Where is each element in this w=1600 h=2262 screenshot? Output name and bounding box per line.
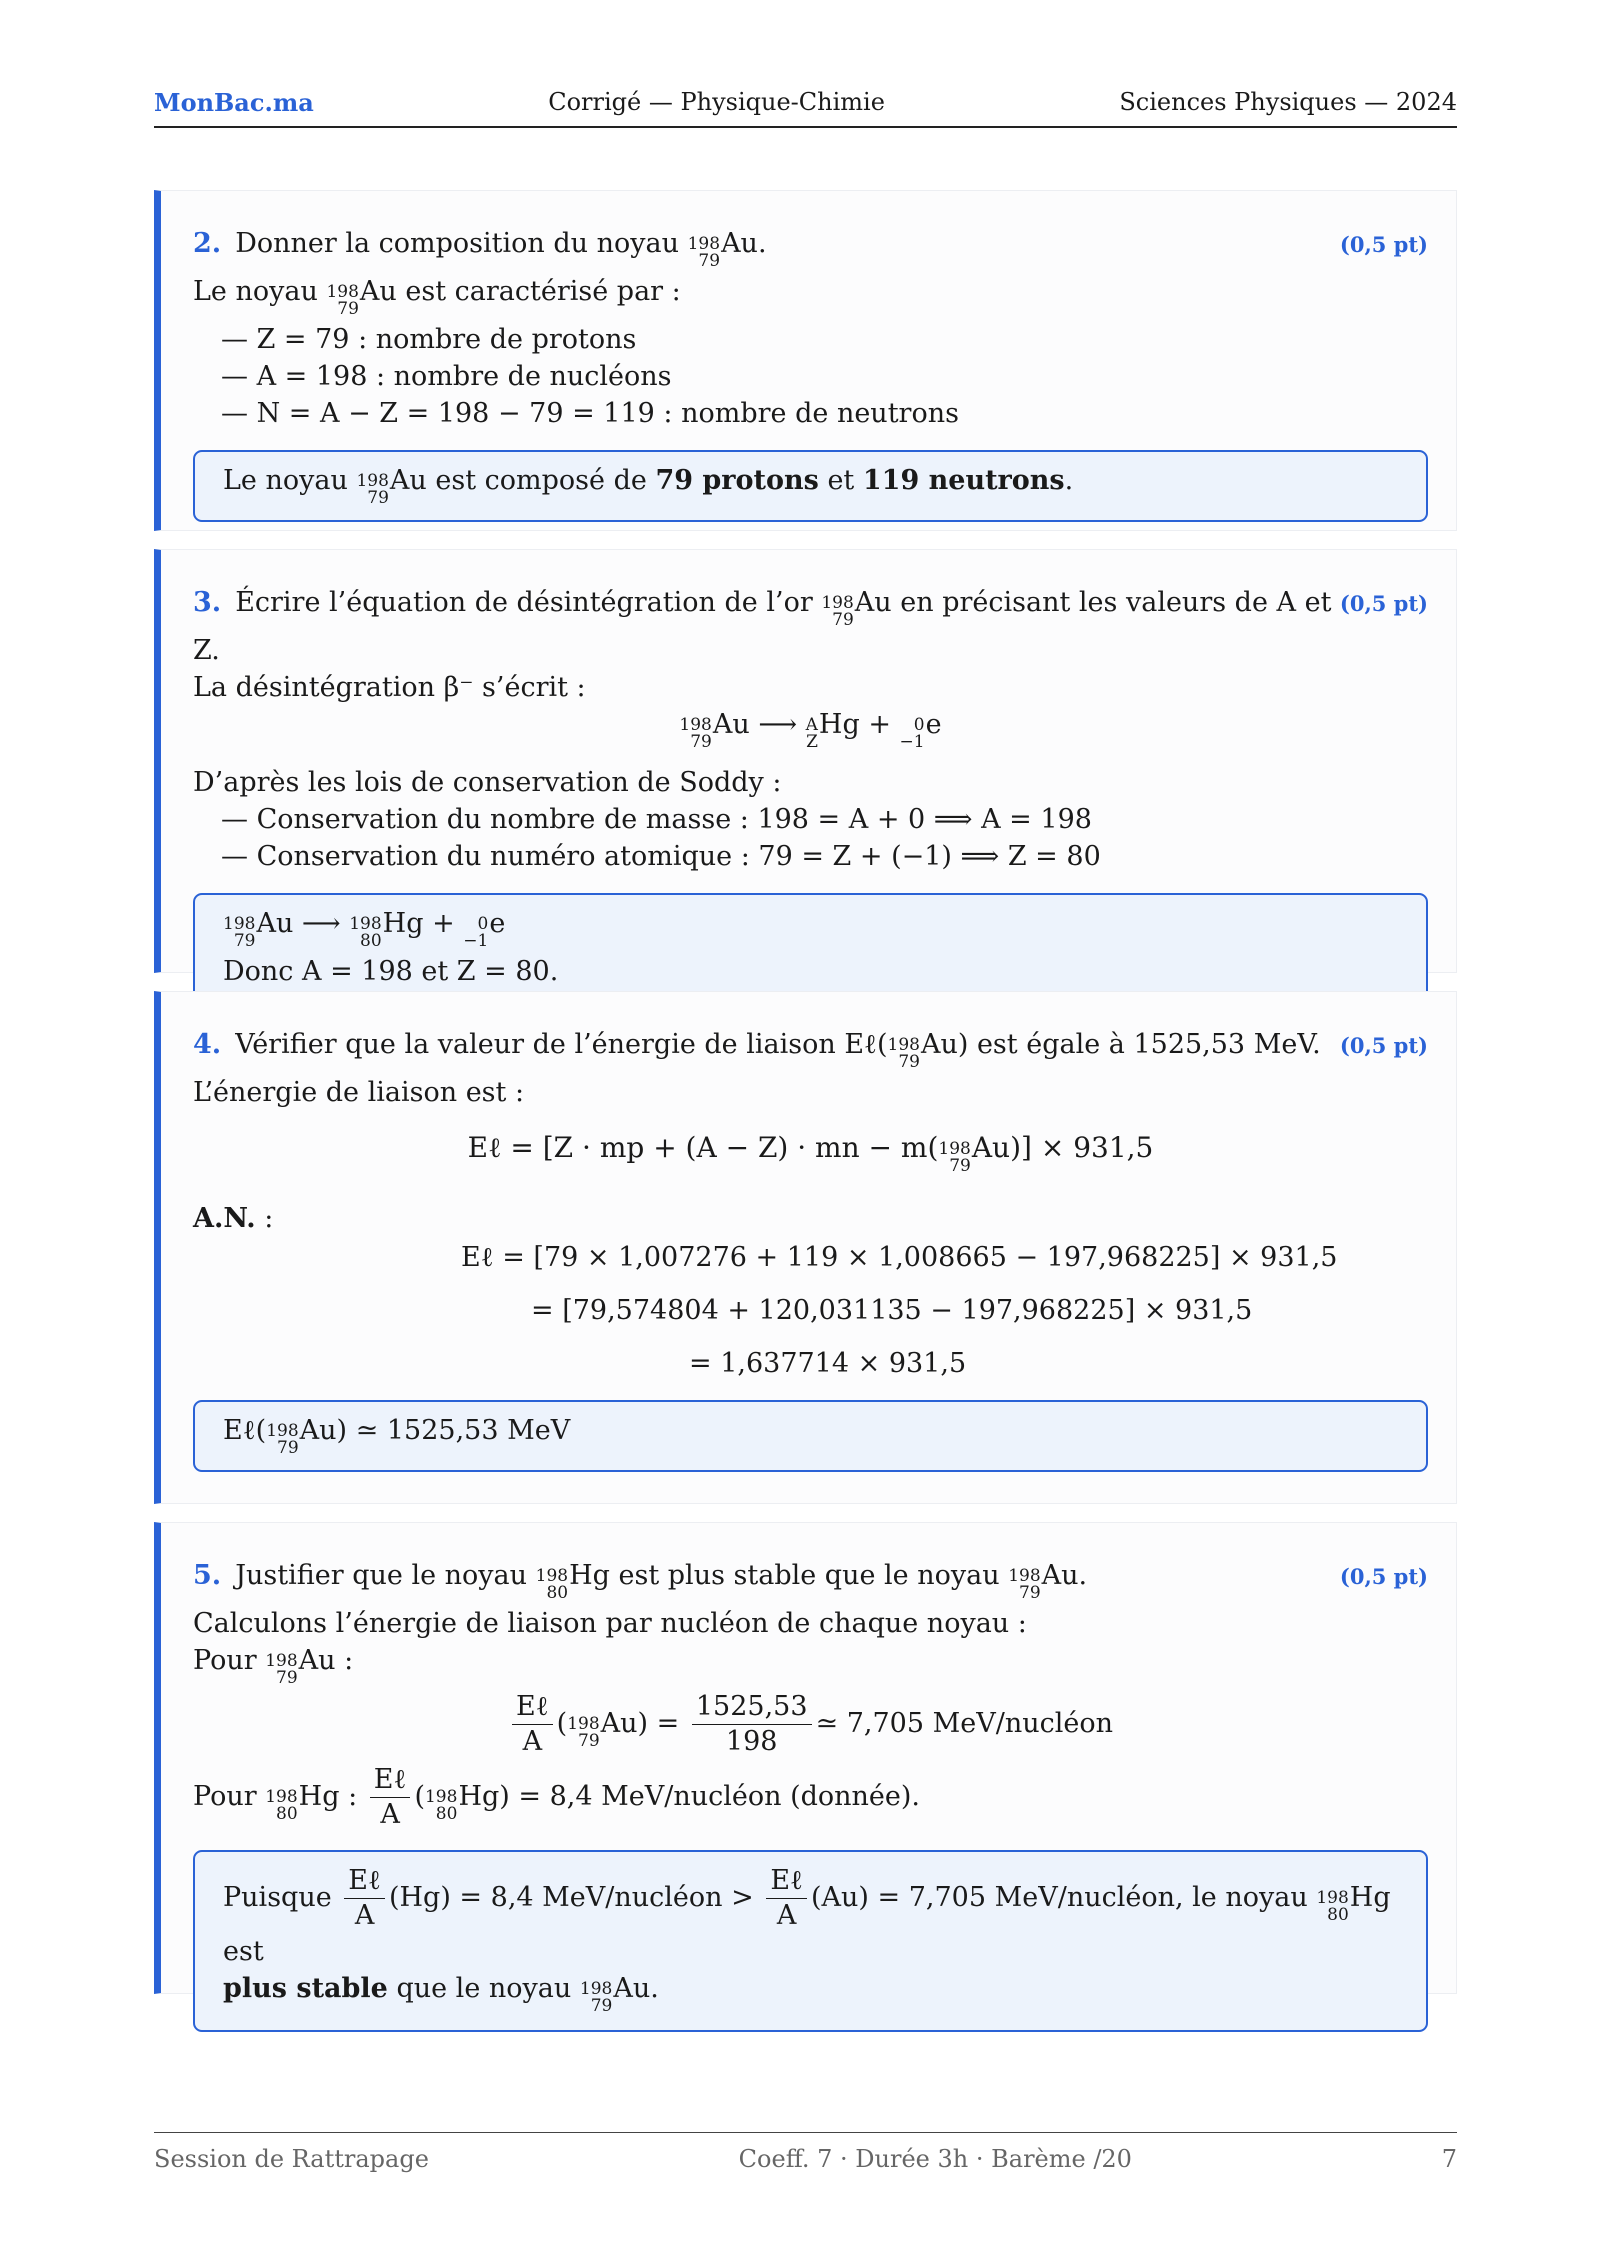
question-text: Donner la composition du noyau [235,228,680,259]
question-2-card [154,190,1457,531]
points-badge: (0,5 pt) [1339,591,1428,616]
question-5-line: 5. Justifier que le noyau 198 80 Hg est plus stable que le noyau 198 79 Au. (0,5 pt) [193,1560,1428,1603]
result-box: Eℓ( 198 79 Au) ≃ 1525,53 MeV [193,1400,1428,1472]
au-per-nucleon: $\frac{\text{Eℓ}}{A}$ ( 198 79 Au) = $\frac{1525,53}{198}$ ≃ 7,705 MeV/nucléon [193,1690,1428,1759]
question-5-card [154,1522,1457,2016]
points-badge: (0,5 pt) [1339,1564,1428,1589]
result-box: 198 79 Au ⟶ 198 80 Hg + 0 −1 e Donc A = 198 et Z = 80. [193,893,1428,1002]
list-item: — Conservation du nombre de masse : 198 = A + 0 ⟹ A = 198 [221,804,1092,835]
list-item: — A = 198 : nombre de nucléons [221,361,672,392]
list-item: — N = A − Z = 198 − 79 = 119 : nombre de neutrons [221,398,959,429]
result-box: Le noyau 198 79 Au est composé de 79 protons et 119 neutrons. [193,450,1428,522]
pour-au-label: Pour 198 79 Au : [193,1645,354,1688]
calc-line: = [79,574804 + 120,031135 − 197,968225] × 931,5 [531,1295,1253,1326]
header-exam: Sciences Physiques — 2024 [1119,88,1457,116]
page-footer [154,2132,1457,2173]
question-2-line [193,225,1428,273]
brand-link[interactable]: MonBac.ma [154,88,314,117]
nuclide-au: 198 79 Au. [687,228,767,271]
footer-session: Session de Rattrapage [154,2145,429,2173]
question-3-card [154,549,1457,987]
hg-per-nucleon: Pour 198 80 Hg : $\frac{\text{Eℓ}}{A}$ ( 198 80 Hg) = 8,4 MeV/nucléon (donnée). [193,1764,920,1830]
answer-intro: Le noyau 198 79 Au est caractérisé par : [193,276,681,319]
answer-intro: Calculons l’énergie de liaison par nucléon de chaque noyau : [193,1608,1027,1639]
calc-line: = 1,637714 × 931,5 [689,1348,967,1379]
question-3-line: 3. Écrire l’équation de désintégration de l’or 198 79 Au en précisant les valeurs de A et Z. (0,5 pt) [193,587,1428,666]
page-number: 7 [1441,2145,1457,2173]
decay-equation: 198 79 Au ⟶ A Z Hg + 0 −1 e [679,709,942,752]
result-box: Puisque $\frac{\text{Eℓ}}{A}$ (Hg) = 8,4 MeV/nucléon > $\frac{\text{Eℓ}}{A}$ (Au) = 7,705 MeV/nucléon, le noyau 198 80 Hg est plus stable que le noyau 198 79 Au. [193,1850,1428,2032]
question-number: 2. [193,228,222,259]
question-number: 3. [193,587,222,618]
question-number: 4. [193,1029,222,1060]
header-subject: Corrigé — Physique-Chimie [548,88,885,116]
result-conclusion: Donc A = 198 et Z = 80. [223,956,559,987]
question-4-line: 4. Vérifier que la valeur de l’énergie de liaison Eℓ( 198 79 Au) est égale à 1525,53 MeV. (0,5 pt) [193,1029,1428,1072]
an-label: A.N. : [193,1203,274,1234]
points-badge: (0,5 pt) [1339,1033,1428,1058]
list-item: — Z = 79 : nombre de protons [221,324,637,355]
page-header [154,88,1457,128]
footer-coeff: Coeff. 7 · Durée 3h · Barème /20 [738,2145,1132,2173]
soddy-intro: D’après les lois de conservation de Soddy : [193,767,782,798]
answer-intro: L’énergie de liaison est : [193,1077,525,1108]
points-badge: (0,5 pt) [1339,232,1428,257]
question-number: 5. [193,1560,222,1591]
answer-intro: La désintégration β⁻ s’écrit : [193,672,586,703]
binding-energy-formula: Eℓ = [Z · mp + (A − Z) · mn − m( 198 79 Au)] × 931,5 [467,1131,1154,1176]
calc-line: Eℓ = [79 × 1,007276 + 119 × 1,008665 − 197,968225] × 931,5 [461,1242,1338,1273]
question-4-card [154,991,1457,1504]
list-item: — Conservation du numéro atomique : 79 = Z + (−1) ⟹ Z = 80 [221,841,1101,872]
